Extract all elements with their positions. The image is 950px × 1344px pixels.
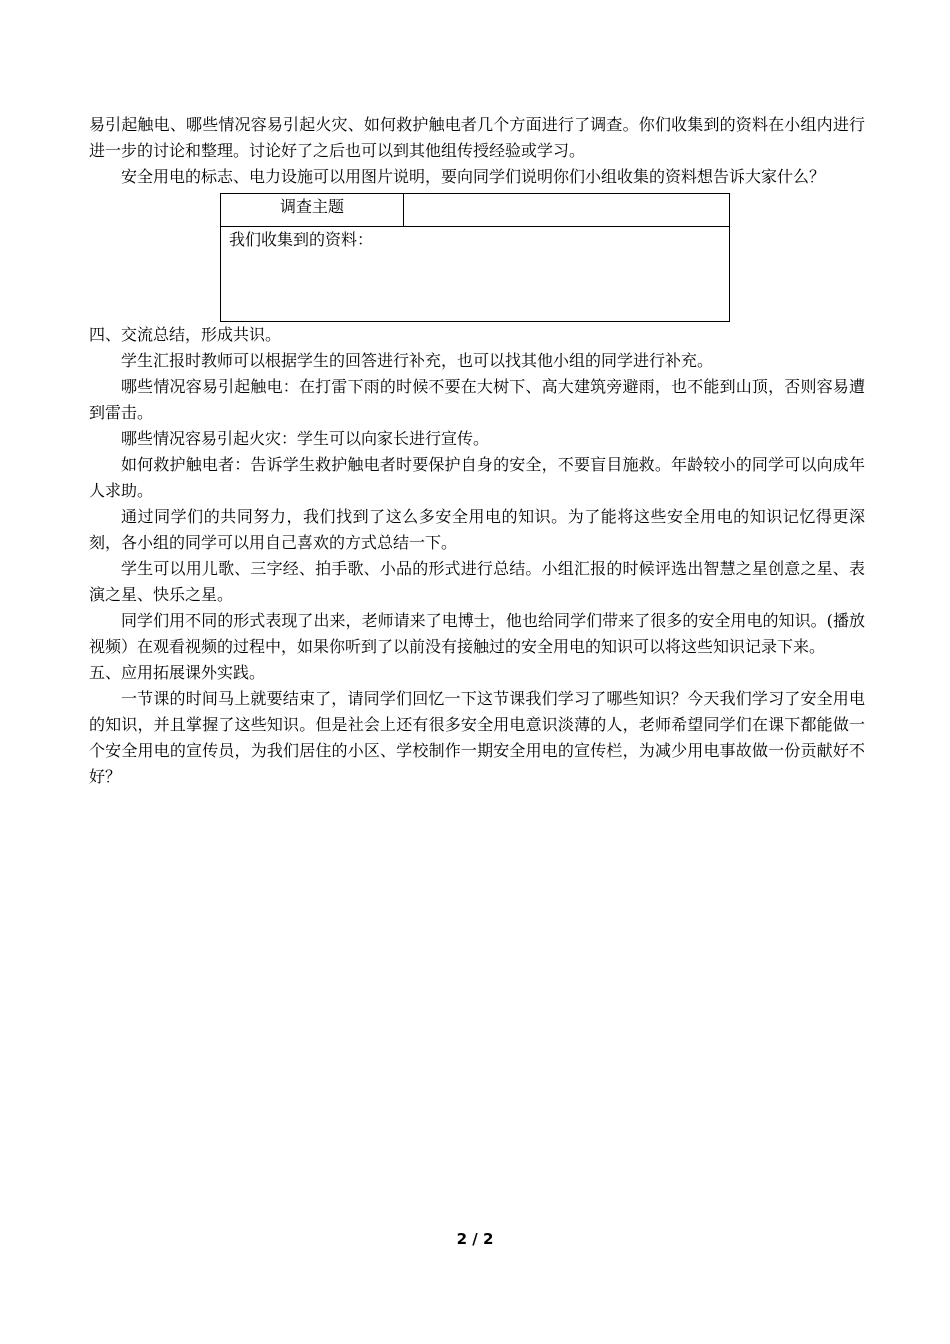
paragraph: 哪些情况容易引起触电：在打雷下雨的时候不要在大树下、高大建筑旁避雨，也不能到山顶，否则容易遭到雷击。 xyxy=(89,377,865,422)
paragraph: 哪些情况容易引起火灾：学生可以向家长进行宣传。 xyxy=(121,429,490,448)
collected-materials-cell: 我们收集到的资料： xyxy=(221,227,730,322)
table-row xyxy=(221,194,730,227)
paragraph: 一节课的时间马上就要结束了，请同学们回忆一下这节课我们学习了哪些知识？今天我们学习了安全用电的知识，并且掌握了这些知识。但是社会上还有很多安全用电意识淡薄的人，老师希望同学们在课下都能做一个安全用电的宣传员，为我们居住的小区、学校制作一期安全用电的宣传栏，为减少用电事故做一份贡献好不好？ xyxy=(89,689,865,786)
survey-topic-value xyxy=(404,194,730,227)
paragraph: 如何救护触电者：告诉学生救护触电者时要保护自身的安全，不要盲目施救。年龄较小的同学可以向成年人求助。 xyxy=(89,455,865,500)
paragraph: 安全用电的标志、电力设施可以用图片说明，要向同学们说明你们小组收集的资料想告诉大家什么？ xyxy=(121,167,826,186)
table-row xyxy=(221,227,730,322)
paragraph: 通过同学们的共同努力，我们找到了这么多安全用电的知识。为了能将这些安全用电的知识记忆得更深刻，各小组的同学可以用自己喜欢的方式总结一下。 xyxy=(89,507,865,552)
paragraph: 易引起触电、哪些情况容易引起火灾、如何救护触电者几个方面进行了调查。你们收集到的资料在小组内进行进一步的讨论和整理。讨论好了之后也可以到其他组传授经验或学习。 xyxy=(89,115,865,160)
section-heading-five: 五、应用拓展课外实践。 xyxy=(89,663,266,682)
document-body xyxy=(89,112,865,790)
paragraph: 学生可以用儿歌、三字经、拍手歌、小品的形式进行总结。小组汇报的时候评选出智慧之星创意之星、表演之星、快乐之星。 xyxy=(89,559,865,604)
section-heading-four: 四、交流总结，形成共识。 xyxy=(89,325,282,344)
survey-table xyxy=(220,193,730,322)
page-number: 2 / 2 xyxy=(456,1230,494,1248)
paragraph: 学生汇报时教师可以根据学生的回答进行补充，也可以找其他小组的同学进行补充。 xyxy=(121,351,714,370)
survey-topic-label: 调查主题 xyxy=(221,194,404,227)
paragraph: 同学们用不同的形式表现了出来，老师请来了电博士，他也给同学们带来了很多的安全用电的知识。(播放视频）在观看视频的过程中，如果你听到了以前没有接触过的安全用电的知识可以将这些知识记录下来。 xyxy=(89,611,865,656)
